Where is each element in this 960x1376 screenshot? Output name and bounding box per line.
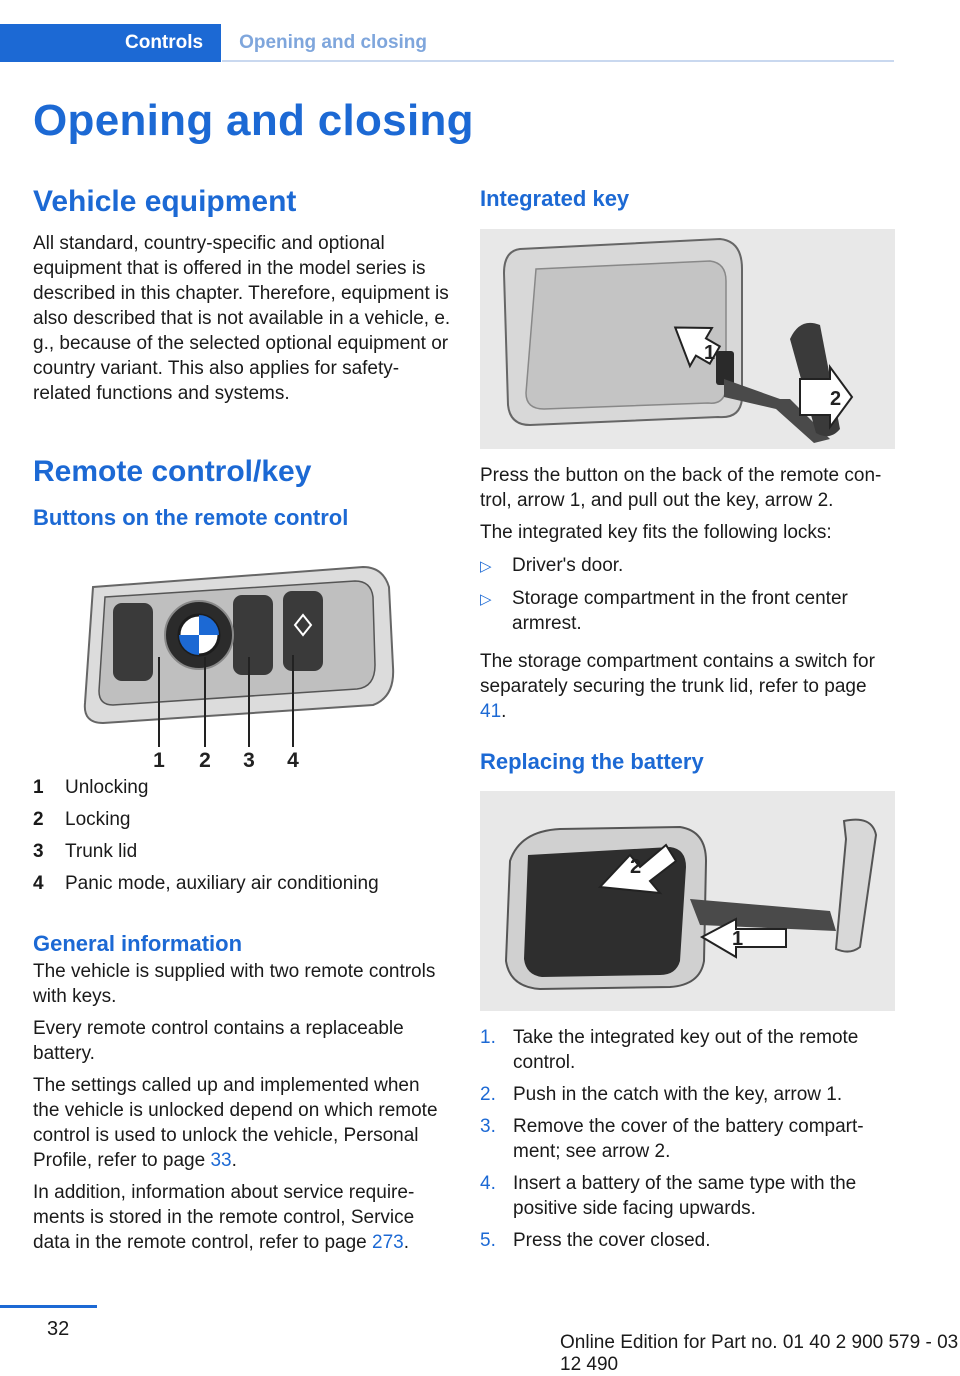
lock-list [480, 553, 896, 636]
battery-illustration [480, 791, 895, 1011]
list-item-number: 1 [33, 777, 44, 798]
page-link-33[interactable]: 33 [210, 1150, 232, 1171]
arrow-2-label: 2 [630, 856, 642, 878]
remote-buttons-list [33, 775, 451, 896]
integrated-key-heading: Integrated key [480, 186, 630, 211]
callout-1: 1 [153, 749, 165, 769]
step-item: 3. Remove the cover of the battery compartment; see arrow 2. [480, 1116, 864, 1162]
remote-control-heading: Remote control/key [33, 455, 312, 488]
list-item-number: 2 [33, 809, 44, 830]
chapter-tab[interactable]: Controls [0, 24, 221, 62]
step-item: 1. Take the integrated key out of the remote control. [480, 1027, 859, 1073]
integrated-key-figure [480, 229, 895, 449]
general-p1: The vehicle is supplied with two remote controls with keys. [33, 961, 436, 1007]
callout-3: 3 [243, 749, 255, 769]
list-item-number: 4 [33, 873, 44, 894]
callout-4: 4 [287, 749, 299, 769]
left-column [33, 180, 451, 1255]
list-item-label: Panic mode, auxiliary air conditioning [65, 873, 379, 894]
battery-figure [480, 791, 895, 1011]
list-item-label: Unlocking [65, 777, 149, 798]
right-column [480, 180, 896, 1260]
vehicle-equipment-body: All standard, country-specific and optional equipment that is offered in the model series is described in this chapter. Therefore, equipment is also described that is not available in a vehicle, e. g., because of the selected optional equipment or country variant. This also applies for safety-related functions and systems. [33, 233, 451, 404]
integrated-key-illustration [480, 229, 895, 449]
general-p2: Every remote control contains a replaceable battery. [33, 1018, 404, 1064]
page-link-273[interactable]: 273 [372, 1232, 404, 1253]
page-title: Opening and closing [33, 96, 474, 145]
list-item-label: Locking [65, 809, 131, 830]
section-tab[interactable]: Opening and closing [239, 32, 428, 53]
list-item-number: 3 [33, 841, 44, 862]
bullet-triangle-icon: ▷ [480, 558, 492, 575]
general-p4: In addition, information about service requirements is stored in the remote control, Service data in the remote control, refer to page 273. [33, 1182, 415, 1253]
integrated-key-p3: The storage compartment contains a switch for separately securing the trunk lid, refer to page 41. [480, 651, 875, 722]
remote-key-illustration [33, 547, 451, 769]
header-rule [222, 60, 894, 62]
page-number: 32 [47, 1318, 70, 1340]
replacing-battery-heading: Replacing the battery [480, 749, 704, 774]
arrow-1-label: 1 [704, 342, 716, 364]
step-item: 5. Press the cover closed. [480, 1230, 711, 1251]
callout-2: 2 [199, 749, 211, 769]
step-item: 4. Insert a battery of the same type with the positive side facing upwards. [480, 1173, 857, 1219]
list-item-label: Trunk lid [65, 841, 138, 862]
page-link-41[interactable]: 41 [480, 701, 502, 722]
footer-rule [0, 1305, 97, 1308]
buttons-subheading: Buttons on the remote control [33, 505, 349, 530]
arrow-2-label: 2 [830, 388, 842, 410]
general-information-heading: General information [33, 931, 243, 956]
arrow-1-label: 1 [732, 928, 744, 950]
integrated-key-p2: The integrated key fits the following locks: [480, 522, 832, 543]
step-item: 2. Push in the catch with the key, arrow 1. [480, 1084, 843, 1105]
list-item: ▷ Driver's door. [480, 553, 896, 579]
battery-steps [480, 1025, 896, 1253]
vehicle-equipment-heading: Vehicle equipment [33, 185, 297, 218]
general-p3: The settings called up and implemented when the vehicle is unlocked depend on which remote control is used to unlock the vehicle, Personal Profile, refer to page 33. [33, 1075, 438, 1171]
bullet-triangle-icon: ▷ [480, 591, 492, 608]
remote-buttons-figure [33, 547, 451, 769]
running-header [0, 24, 427, 62]
integrated-key-p1: Press the button on the back of the remote control, arrow 1, and pull out the key, arrow 2. [480, 465, 882, 511]
edition-line: Online Edition for Part no. 01 40 2 900 579 - 03 12 490 [560, 1332, 959, 1375]
list-item: ▷ Storage compartment in the front center armrest. [480, 588, 848, 634]
